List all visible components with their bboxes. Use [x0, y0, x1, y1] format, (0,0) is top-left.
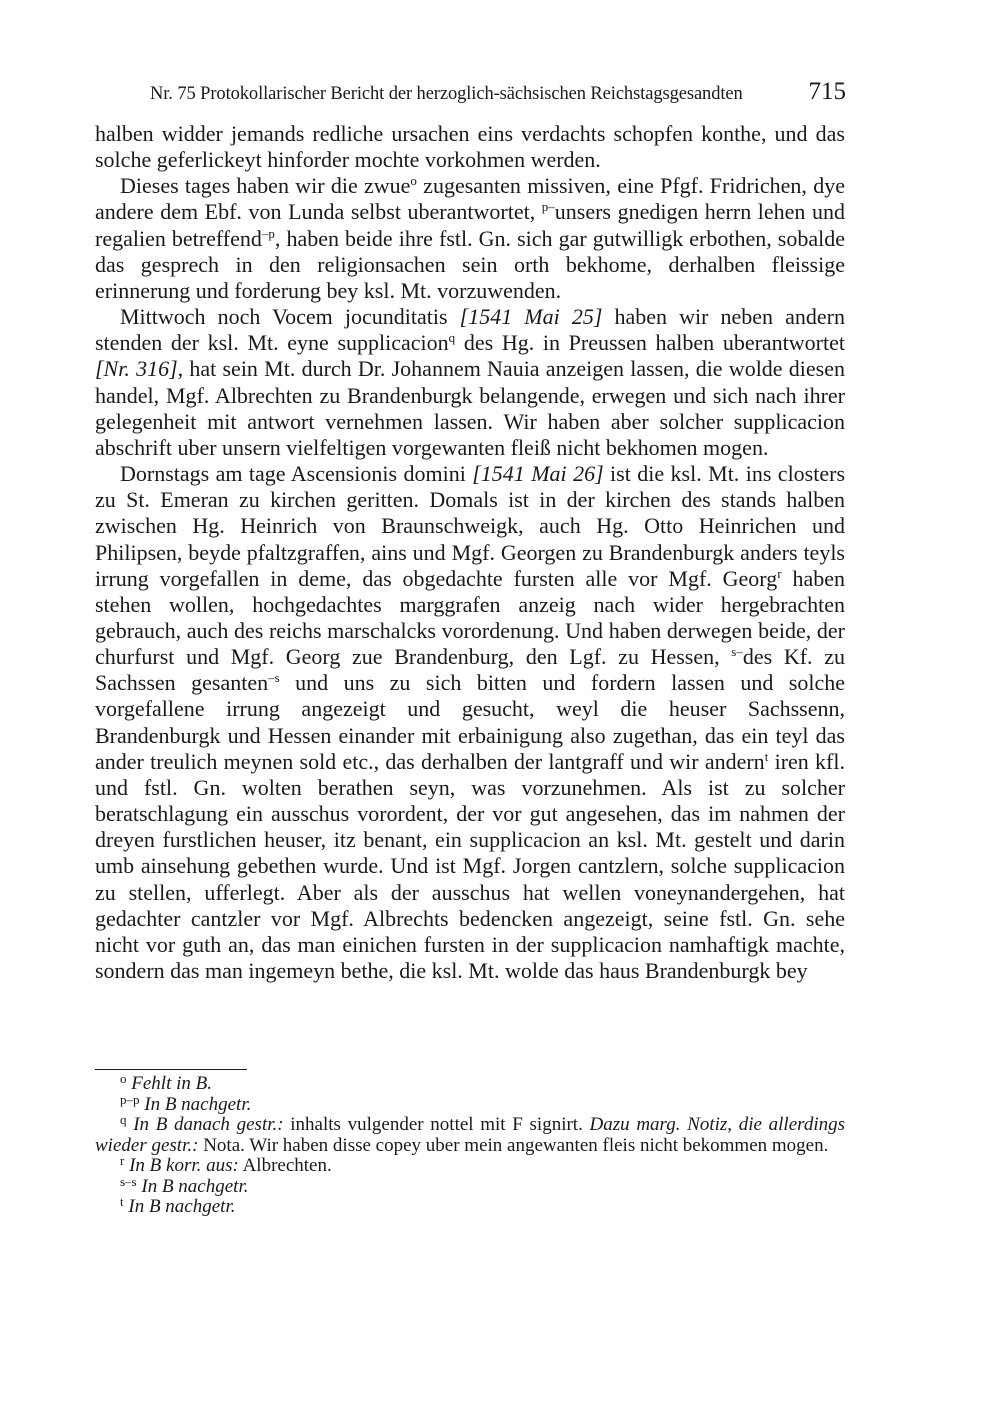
- footnote-marker-p-close: –p: [261, 225, 275, 241]
- editorial-reference: [Nr. 316]: [95, 356, 178, 382]
- paragraph-4: [95, 461, 845, 984]
- footnote-t: [95, 1194, 845, 1218]
- footnote-marker-r: r: [777, 565, 782, 581]
- page-number: 715: [808, 78, 846, 105]
- main-text: [95, 121, 845, 984]
- footnote-label: t: [120, 1194, 124, 1209]
- footnote-source-text: Albrechten.: [238, 1155, 332, 1176]
- text-run: ist die ksl. Mt. ins closters zu St. Emeran zu kirchen geritten. Domals ist in der kirchen des stands halben zwischen Hg. Heinrich von Braunschweigk, auch Hg. Otto Heinrichen und Philipsen, beyde pfaltzgraffen, ains und Mgf. Georgen zu Brandenburgk anders teyls irrung vorgefallen in deme, das obgedachte fursten alle vor Mgf. Georg: [95, 461, 846, 591]
- footnote-text: In B nachgetr.: [144, 1093, 252, 1115]
- footnote-marker-o: o: [410, 173, 417, 189]
- text-run: haben wir neben andern stenden der ksl. Mt. eyne supplicacion: [95, 304, 845, 356]
- text-run: iren kfl. und fstl. Gn. wolten berathen seyn, was vorzunehmen. Als ist zu solcher beratschlagung ein ausschus vorordent, der vor gut angesehen, das im nahmen der dreyen furstlichen heuser, itz benant, ein supplicacion an ksl. Mt. gestelt und darin umb ainsehung gebethen wurde. Und ist Mgf. Jorgen cantzlern, solche supplicacion zu stellen, ufferlegt. Aber als der ausschus hat wellen voneynandergehen, hat gedachter cantzler vor Mgf. Albrechts bedencken angezeigt, seine fstl. Gn. sehe nicht vor guth an, das man einichen fursten in der supplicacion namhaftigk machte, sondern das man ingemeyn bethe, die ksl. Mt. wolde das haus Brandenburgk bey: [95, 748, 845, 983]
- footnote-label: s–s: [120, 1173, 137, 1189]
- page-header: [150, 78, 846, 108]
- text-run: des Hg. in Preussen halben uberantwortet: [455, 330, 845, 356]
- footnote-s: [95, 1173, 845, 1198]
- text-run: Mittwoch noch Vocem jocunditatis: [120, 304, 460, 330]
- paragraph-3: [95, 304, 845, 461]
- text-run: zugesanten missiven, eine Pfgf. Fridrichen, dye andere dem Ebf. von Lunda selbst uberantwortet,: [95, 173, 845, 225]
- text-run: des Kf. zu Sachssen gesanten: [95, 644, 845, 696]
- text-run: Dornstags am tage Ascensionis domini: [120, 461, 473, 487]
- footnote-source-text: Nota. Wir haben disse copey uber mein angewanten fleis nicht bekommen mogen.: [198, 1134, 829, 1156]
- text-run: Dieses tages haben wir die zwue: [120, 173, 411, 199]
- footnote-marker-q: q: [448, 330, 456, 346]
- footnote-r: [95, 1153, 845, 1177]
- footnote-text: In B nachgetr.: [141, 1175, 249, 1197]
- text-run: , hat sein Mt. durch Dr. Johannem Nauia anzeigen lassen, die wolde diesen handel, Mgf. Albrechten zu Brandenburgk belangende, erwegen und sich nach ihrer gelegenheit mit antwort vernehmen lassen. Wir haben aber solcher supplicacion abschrift uber unsern vielfeltigen vorgewanten fleiß nicht bekhomen mogen.: [95, 356, 846, 460]
- footnote-label: q: [120, 1112, 127, 1127]
- footnote-o: [95, 1071, 845, 1095]
- footnote-editorial: Dazu marg. Notiz, die allerdings wieder gestr.:: [95, 1114, 845, 1156]
- footnote-text: In B nachgetr.: [128, 1196, 236, 1217]
- text-run: , haben beide ihre fstl. Gn. sich gar gutwilligk erbothen, sobalde das gesprech in den religionsachen sein orth bekhome, derhalben fleissige erinnerung und forderung bey ksl. Mt. vorzuwenden.: [95, 225, 845, 303]
- paragraph-1-text: halben widder jemands redliche ursachen eins verdachts schopfen konthe, und das solche geferlickeyt hinforder mochte vorkohmen werden.: [95, 121, 845, 173]
- text-run: und uns zu sich bitten und fordern lassen und solche vorgefallene irrung angezeigt und gesucht, weyl die heuser Sachssenn, Brandenburgk und Hessen einander mit erbainigung also zugethan, das ein teyl das ander treulich meynen sold etc., das derhalben der lantgraff und wir andern: [95, 670, 846, 774]
- footnote-label: r: [120, 1153, 125, 1168]
- footnote-marker-s-close: –s: [268, 670, 280, 686]
- footnote-source-text: inhalts vulgender nottel mit F signirt.: [283, 1114, 590, 1135]
- footnote-marker-s-open: s–: [731, 644, 743, 660]
- footnotes: [95, 1071, 845, 1218]
- footnote-label: p–p: [120, 1091, 140, 1107]
- footnote-marker-p-open: p–: [541, 199, 555, 215]
- footnote-p: [95, 1091, 845, 1116]
- editorial-date: [1541 Mai 25]: [459, 304, 603, 330]
- running-head: Nr. 75 Protokollarischer Bericht der herzoglich-sächsischen Reichstagsgesandten: [150, 84, 743, 104]
- footnote-text: Fehlt in B.: [131, 1073, 212, 1094]
- footnote-editorial: In B danach gestr.:: [133, 1114, 284, 1135]
- footnote-q: [95, 1112, 845, 1156]
- editorial-date: [1541 Mai 26]: [472, 461, 604, 487]
- text-run: unsers gnedigen herrn lehen und regalien betreffend: [95, 199, 845, 251]
- footnote-marker-t: t: [764, 748, 769, 764]
- paragraph-2: [95, 173, 845, 304]
- footnote-editorial: In B korr. aus:: [129, 1155, 239, 1176]
- footnote-divider: [95, 1069, 247, 1070]
- text-run: haben stehen wollen, hochgedachtes marggrafen anzeig nach wider hergebrachten gebrauch, auch des reichs marschalcks vorordenung. Und haben derwegen beide, der churfurst und Mgf. Georg zue Brandenburg, den Lgf. zu Hessen,: [95, 565, 846, 670]
- paragraph-1: [95, 121, 845, 173]
- footnote-label: o: [120, 1071, 127, 1086]
